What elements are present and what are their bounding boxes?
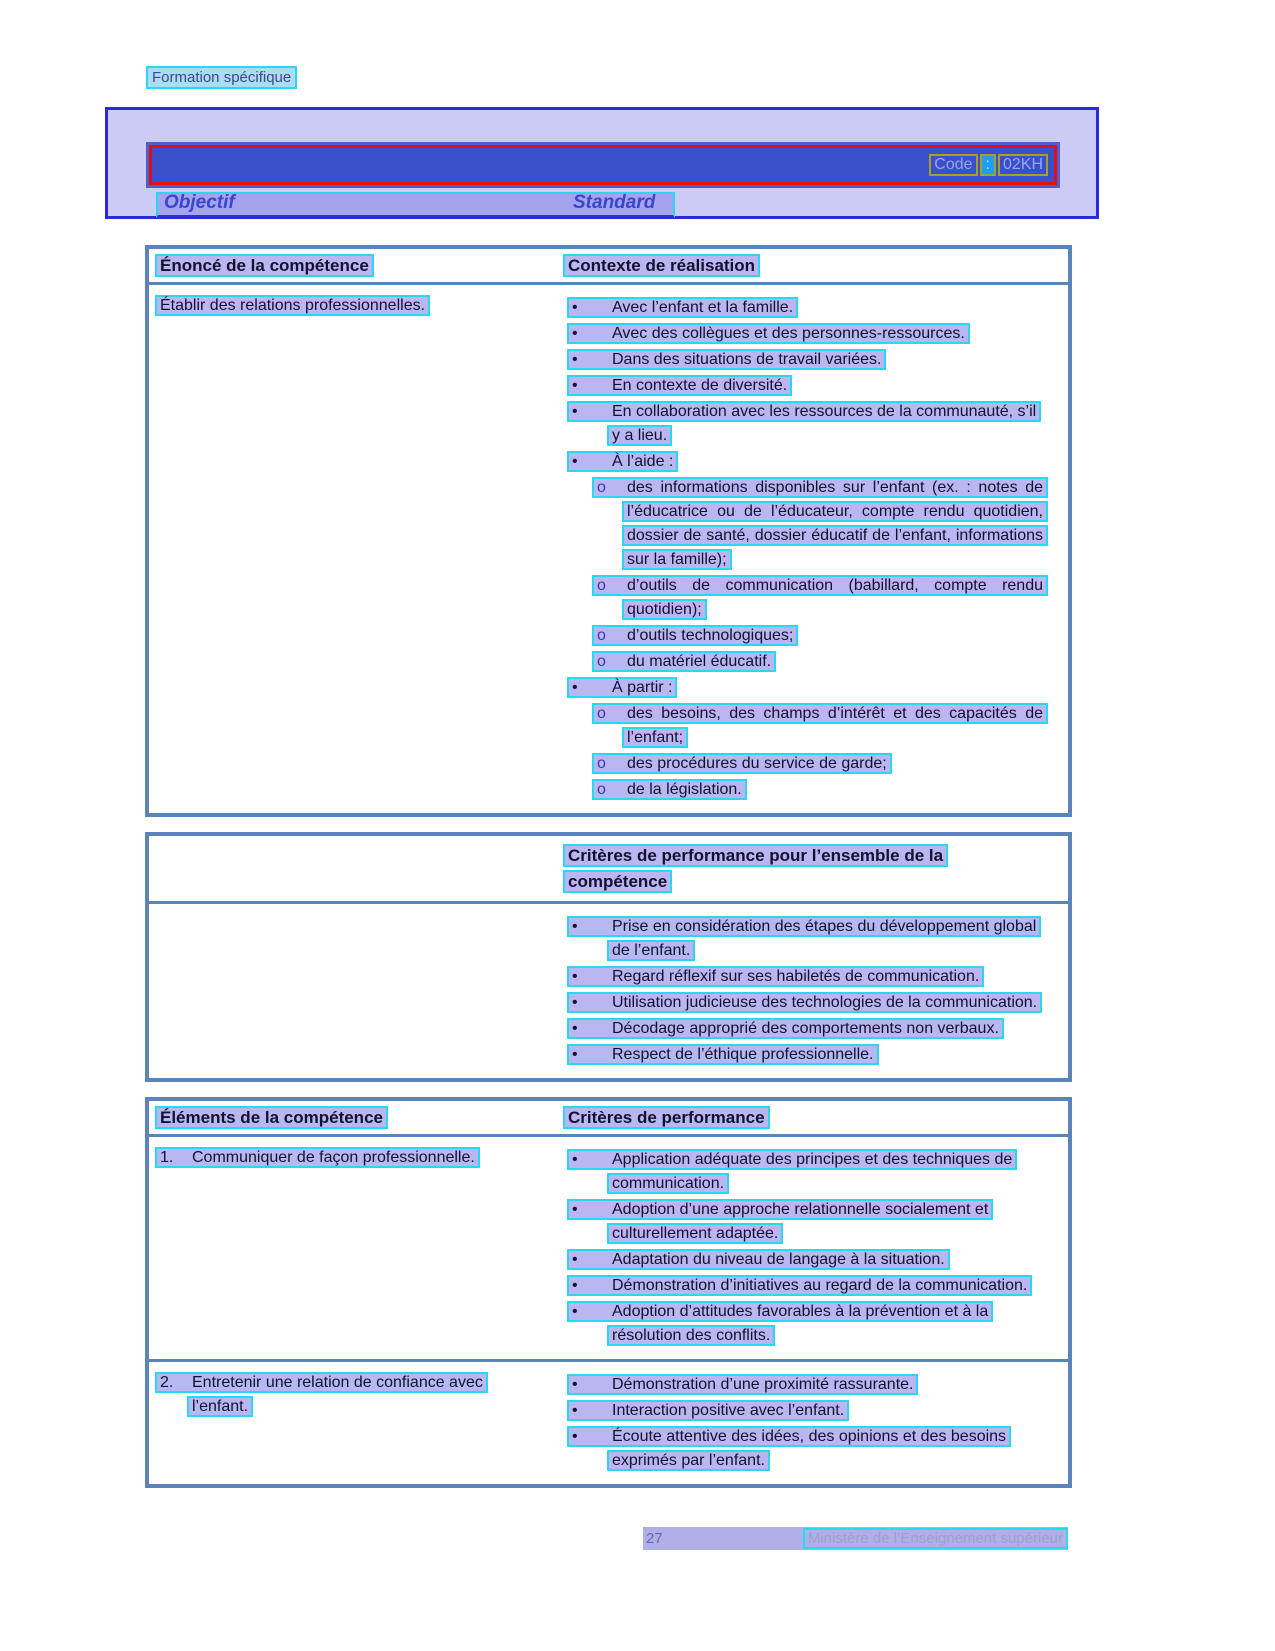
sub-bullet-item: o du matériel éducatif.: [557, 650, 1048, 674]
objectif-heading: Objectif: [164, 192, 235, 213]
circle-bullet-icon: o: [597, 705, 606, 722]
bullet-icon: •: [572, 994, 578, 1011]
element-row-2: [149, 1359, 1068, 1484]
bullet-item: • Avec des collègues et des personnes-ressources.: [557, 322, 1048, 346]
header-contexte: Contexte de réalisation: [563, 254, 760, 277]
element-cell-2: [149, 1362, 557, 1484]
circle-bullet-icon: o: [597, 781, 606, 798]
criteria-cell-2: [557, 1362, 1068, 1484]
context-cell: [557, 285, 1068, 813]
context-list: [557, 296, 1048, 802]
bullet-item: • Respect de l’éthique professionnelle.: [557, 1043, 1048, 1067]
bullet-icon: •: [572, 1303, 578, 1320]
bullet-item: • Décodage approprié des comportements non verbaux.: [557, 1017, 1048, 1041]
bullet-item: • À partir :: [557, 676, 1048, 700]
bullet-item: • Dans des situations de travail variées.: [557, 348, 1048, 372]
sub-bullet-item: o d’outils technologiques;: [557, 624, 1048, 648]
bullet-icon: •: [572, 403, 578, 420]
circle-bullet-icon: o: [597, 627, 606, 644]
bullet-icon: •: [572, 1046, 578, 1063]
page-number: 27: [646, 1530, 663, 1547]
sub-bullet-item: o des besoins, des champs d’intérêt et des capacités de l’enfant;: [557, 702, 1048, 750]
bullet-icon: •: [572, 1251, 578, 1268]
bullet-item: • Application adéquate des principes et des techniques de communication.: [557, 1148, 1048, 1196]
document-body: [145, 245, 1072, 1503]
bullet-icon: •: [572, 299, 578, 316]
element-label: Entretenir une relation de confiance avec l’enfant.: [192, 1374, 483, 1415]
title-box: [105, 107, 1099, 219]
bullet-item: • Adoption d’une approche relationnelle socialement et culturellement adaptée.: [557, 1198, 1048, 1246]
circle-bullet-icon: o: [597, 479, 606, 496]
code-value: 02KH: [998, 154, 1048, 176]
table-elements-header-row: [149, 1101, 1068, 1137]
bullet-icon: •: [572, 1402, 578, 1419]
bullet-icon: •: [572, 453, 578, 470]
page-footer: [643, 1527, 1068, 1550]
bullet-item: • Adaptation du niveau de langage à la situation.: [557, 1248, 1048, 1272]
header-criteres: Critères de performance: [563, 1106, 770, 1129]
criteria-list-2: [557, 1373, 1048, 1473]
sub-bullet-item: o des informations disponibles sur l’enfant (ex. : notes de l’éducatrice ou de l’éducateur, compte rendu quotidien, dossier de santé, dossier éducatif de l’enfant, informations sur la famille);: [557, 476, 1048, 572]
bullet-icon: •: [572, 918, 578, 935]
bullet-item: • Interaction positive avec l’enfant.: [557, 1399, 1048, 1423]
standard-heading: Standard: [573, 192, 656, 213]
bullet-item: • Avec l’enfant et la famille.: [557, 296, 1048, 320]
bullet-item: • À l’aide :: [557, 450, 1048, 474]
bullet-item: • Écoute attentive des idées, des opinions et des besoins exprimés par l’enfant.: [557, 1425, 1048, 1473]
objectif-standard-band: [156, 192, 675, 218]
bullet-item: • Adoption d’attitudes favorables à la prévention et à la résolution des conflits.: [557, 1300, 1048, 1348]
page-section-label: Formation spécifique: [146, 66, 297, 89]
table-elements-competence: [145, 1097, 1072, 1488]
bullet-icon: •: [572, 1428, 578, 1445]
bullet-item: • Prise en considération des étapes du développement global de l’enfant.: [557, 915, 1048, 963]
element-number: 1.: [160, 1149, 174, 1166]
criteres-ensemble-list: [557, 915, 1048, 1067]
bullet-icon: •: [572, 1376, 578, 1393]
sub-bullet-item: o des procédures du service de garde;: [557, 752, 1048, 776]
table-criteres-header-row: [149, 836, 1068, 904]
empty-cell: [149, 904, 557, 1078]
code-label: Code: [929, 154, 977, 176]
bullet-item: • Démonstration d’une proximité rassurante.: [557, 1373, 1048, 1397]
header-elements: Éléments de la compétence: [155, 1106, 388, 1129]
bullet-item: • En collaboration avec les ressources de la communauté, s’il y a lieu.: [557, 400, 1048, 448]
table-criteres-ensemble: [145, 832, 1072, 1082]
bullet-item: • En contexte de diversité.: [557, 374, 1048, 398]
statement-cell: [149, 285, 557, 813]
table-criteres-body-row: [149, 904, 1068, 1078]
bullet-item: • Démonstration d’initiatives au regard de la communication.: [557, 1274, 1048, 1298]
code-colon: :: [980, 154, 996, 176]
bullet-icon: •: [572, 1020, 578, 1037]
ministry-label: Ministère de l’Enseignement supérieur: [803, 1528, 1068, 1549]
element-number: 2.: [160, 1374, 174, 1391]
element-label: Communiquer de façon professionnelle.: [192, 1149, 475, 1166]
criteria-cell-1: [557, 1137, 1068, 1359]
header-criteres-ensemble: Critères de performance pour l’ensemble de la compétence: [563, 844, 948, 893]
table-enonce-header-row: [149, 249, 1068, 285]
table-enonce-body-row: [149, 285, 1068, 813]
circle-bullet-icon: o: [597, 653, 606, 670]
element-row-1: [149, 1137, 1068, 1359]
empty-header-cell: [155, 843, 563, 895]
bullet-item: • Utilisation judicieuse des technologies de la communication.: [557, 991, 1048, 1015]
bullet-icon: •: [572, 377, 578, 394]
title-bar-inner: [149, 145, 1057, 185]
bullet-icon: •: [572, 679, 578, 696]
circle-bullet-icon: o: [597, 755, 606, 772]
criteres-ensemble-cell: [557, 904, 1068, 1078]
bullet-icon: •: [572, 1151, 578, 1168]
table-enonce-competence: [145, 245, 1072, 817]
element-cell-1: [149, 1137, 557, 1359]
bullet-item: • Regard réflexif sur ses habiletés de communication.: [557, 965, 1048, 989]
bullet-icon: •: [572, 1201, 578, 1218]
header-enonce: Énoncé de la compétence: [155, 254, 374, 277]
bullet-icon: •: [572, 351, 578, 368]
circle-bullet-icon: o: [597, 577, 606, 594]
sub-bullet-item: o de la législation.: [557, 778, 1048, 802]
criteria-list-1: [557, 1148, 1048, 1348]
sub-bullet-item: o d’outils de communication (babillard, compte rendu quotidien);: [557, 574, 1048, 622]
competence-statement: Établir des relations professionnelles.: [155, 295, 430, 316]
bullet-icon: •: [572, 325, 578, 342]
bullet-icon: •: [572, 1277, 578, 1294]
title-bar: [146, 142, 1060, 188]
bullet-icon: •: [572, 968, 578, 985]
